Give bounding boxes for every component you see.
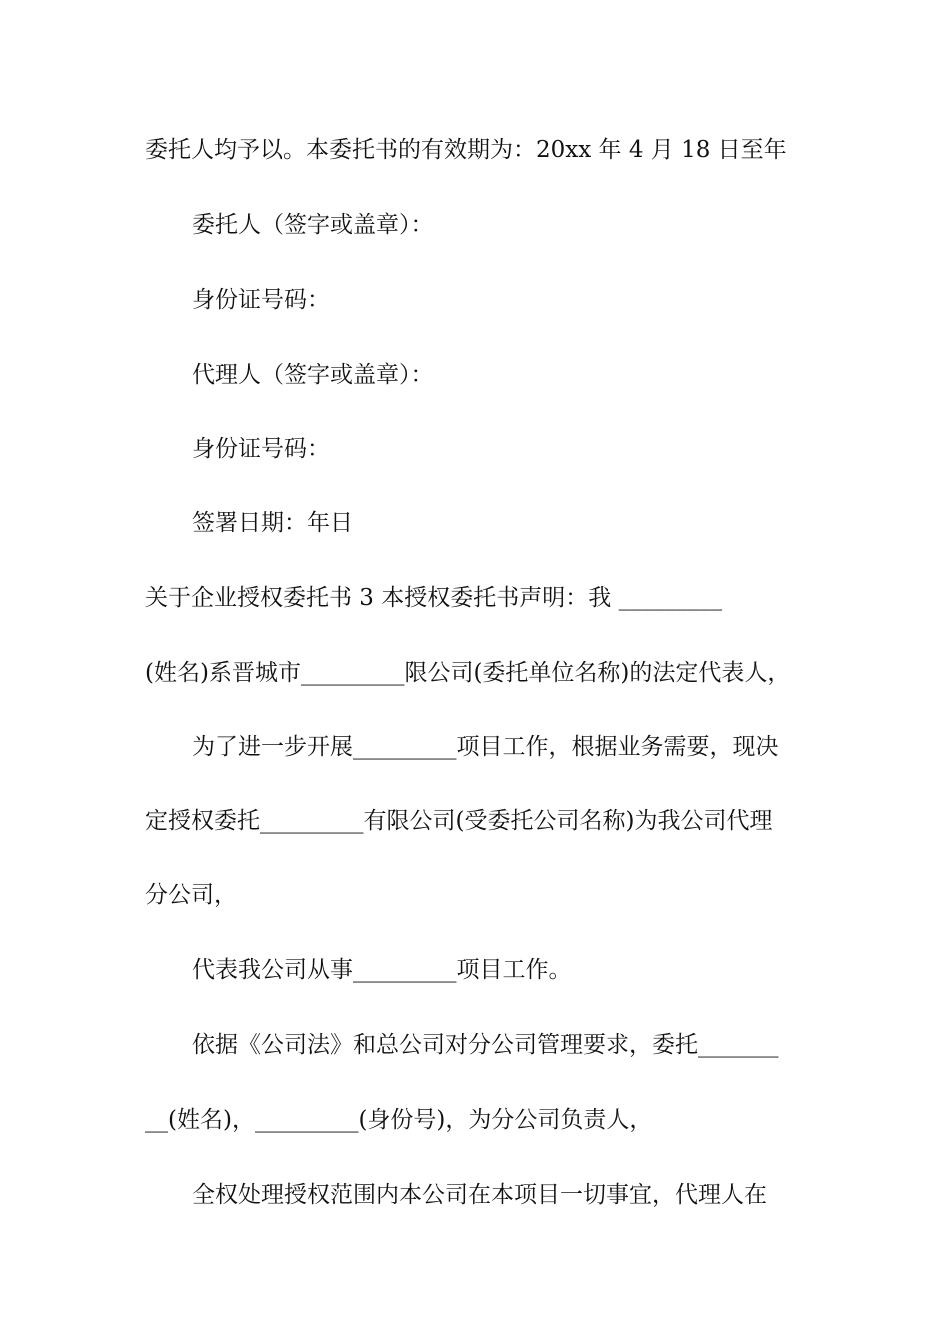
text-line-principal-signature: 委托人（签字或盖章）： [192,212,434,238]
text-line-full-authority: 全权处理授权范围内本公司在本项目一切事宜，代理人在 [192,1182,767,1208]
text-line-principal-id: 身份证号码： [192,287,330,313]
text-line-agent-id: 身份证号码： [192,436,330,462]
text-line-branch-head: __(姓名)，_________(身份号)，为分公司负责人， [145,1107,653,1133]
text-line-project-work: 为了进一步开展_________项目工作，根据业务需要，现决 [192,734,779,760]
text-line-legal-representative: (姓名)系晋城市_________限公司(委托单位名称)的法定代表人， [145,660,791,686]
text-line-validity-period: 委托人均予以。本委托书的有效期为：20xx 年 4 月 18 日至年 [145,137,787,163]
text-line-authorized-company: 定授权委托_________有限公司(受委托公司名称)为我公司代理 [145,808,773,834]
text-line-section-title: 关于企业授权委托书 3 本授权委托书声明：我 _________ [145,585,723,611]
text-line-signing-date: 签署日期：年日 [192,510,353,536]
text-line-branch: 分公司， [145,882,237,908]
text-line-company-law: 依据《公司法》和总公司对分公司管理要求，委托_______ [192,1032,779,1058]
text-line-represent: 代表我公司从事_________项目工作。 [192,957,572,983]
text-line-agent-signature: 代理人（签字或盖章）： [192,362,434,388]
